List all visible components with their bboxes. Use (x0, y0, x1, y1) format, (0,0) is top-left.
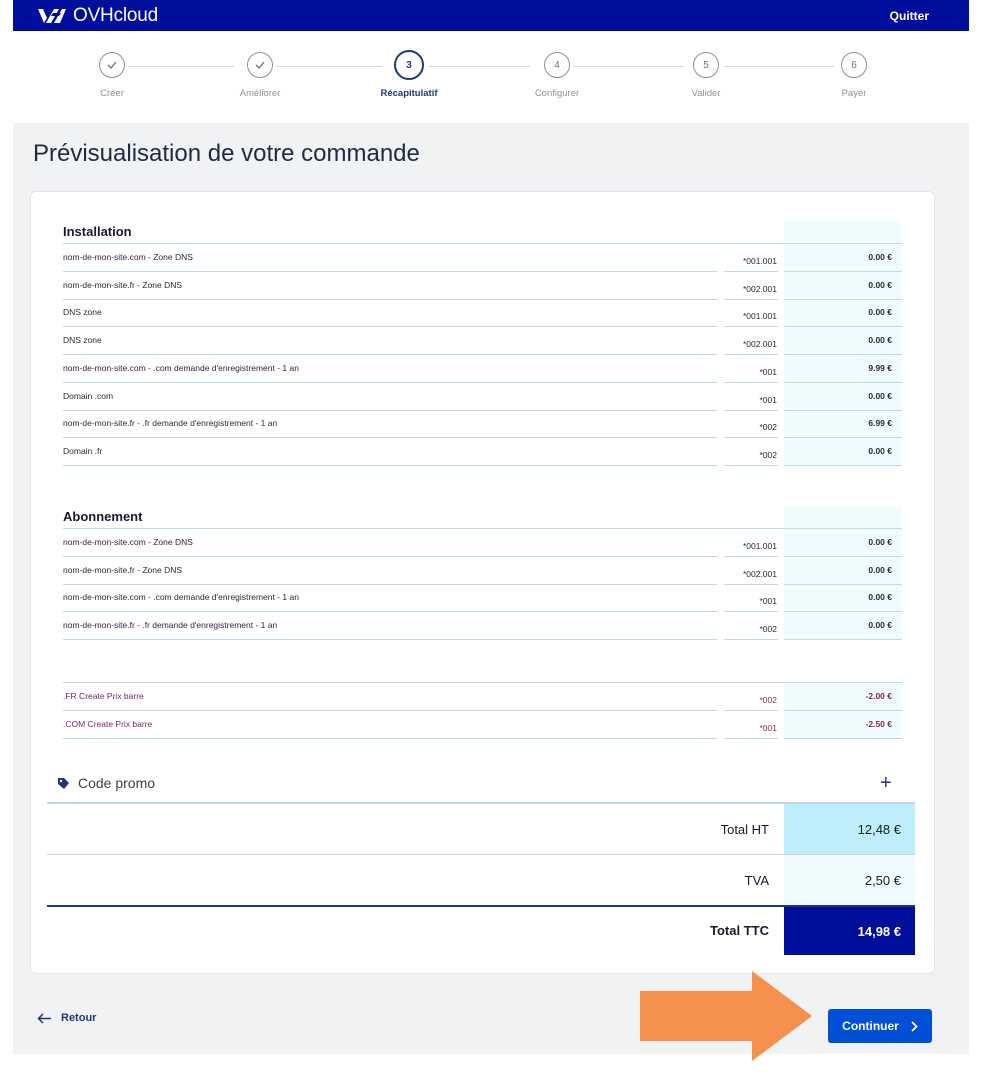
check-icon (99, 52, 125, 78)
ovhcloud-logo[interactable] (37, 5, 158, 27)
item-price: 0.00 € (868, 279, 892, 290)
table-row (63, 355, 902, 383)
item-label: DNS zone (63, 335, 102, 346)
table-row (63, 557, 902, 585)
table-row (63, 584, 902, 612)
item-label: nom-de-mon-site.com - .com demande d'enregistrement - 1 an (63, 362, 299, 373)
quit-link[interactable]: Quitter (889, 8, 929, 23)
item-price: 0.00 € (868, 252, 892, 262)
row-divider (784, 639, 902, 640)
plus-icon[interactable]: + (880, 772, 892, 794)
annotation-arrow-icon (640, 971, 812, 1061)
item-price: 0.00 € (868, 307, 892, 318)
total-ht-label: Total HT (720, 822, 769, 837)
step-summary (349, 52, 469, 99)
installation-title: Installation (63, 224, 132, 239)
tva-label: TVA (744, 873, 769, 888)
step-label: Payer (841, 88, 867, 99)
item-label: nom-de-mon-site.fr - .fr demande d'enregistrement - 1 an (63, 418, 278, 429)
item-code: *001 (759, 722, 777, 733)
row-divider (724, 639, 778, 640)
step-label: Améliorer (239, 88, 281, 99)
back-label: Retour (61, 1012, 97, 1024)
table-row (63, 438, 902, 466)
row-divider (724, 465, 778, 466)
item-label: Domain .fr (63, 445, 103, 456)
item-price: 0.00 € (868, 445, 892, 456)
chevron-right-icon (911, 1021, 918, 1032)
item-price: 0.00 € (868, 537, 892, 547)
subscription-title: Abonnement (63, 509, 143, 524)
table-row (63, 410, 902, 438)
table-row (63, 711, 902, 739)
step-validate (646, 52, 766, 99)
row-divider (63, 639, 717, 640)
item-label: DNS zone (63, 307, 102, 318)
item-code: *002 (759, 449, 777, 460)
arrow-left-icon (37, 1013, 52, 1024)
item-label: nom-de-mon-site.fr - Zone DNS (63, 279, 183, 290)
continue-button[interactable] (828, 1009, 932, 1043)
back-button[interactable] (37, 1012, 96, 1024)
table-row (63, 383, 902, 411)
row-divider (63, 465, 717, 466)
row-divider (784, 738, 902, 739)
continue-label: Continuer (842, 1019, 899, 1033)
item-price: 9.99 € (868, 362, 892, 373)
item-label: nom-de-mon-site.com - .com demande d'enregistrement - 1 an (63, 592, 299, 603)
tva-row (47, 855, 915, 906)
table-row (63, 299, 902, 327)
table-row (63, 612, 902, 640)
item-price: 6.99 € (868, 418, 892, 429)
step-number: 5 (693, 52, 719, 78)
step-create[interactable] (52, 52, 172, 99)
step-configure (497, 52, 617, 99)
item-label: .FR Create Prix barre (63, 691, 144, 701)
table-row (63, 529, 902, 557)
item-code: *002.001 (742, 339, 777, 350)
item-price: 0.00 € (868, 620, 892, 631)
item-code: *001 (759, 596, 777, 607)
step-label: Récapitulatif (380, 88, 438, 99)
item-price: -2.00 € (865, 691, 892, 701)
item-code: *001 (759, 394, 777, 405)
item-code: *001.001 (742, 311, 777, 322)
step-label: Valider (691, 88, 721, 99)
total-ttc-value: 14,98 € (784, 907, 915, 955)
item-price: 0.00 € (868, 335, 892, 346)
total-ht-row (47, 804, 915, 855)
table-row (63, 683, 902, 711)
step-label: Créer (100, 88, 124, 99)
item-code: *001.001 (742, 256, 777, 266)
item-label: Domain .com (63, 390, 114, 401)
total-ht-value: 12,48 € (784, 804, 915, 855)
item-label: nom-de-mon-site.com - Zone DNS (63, 537, 193, 547)
table-row (63, 244, 902, 272)
check-icon (247, 52, 273, 78)
item-price: 0.00 € (868, 592, 892, 603)
step-number: 3 (394, 50, 424, 80)
item-code: *001 (759, 366, 777, 377)
item-code: *002 (759, 695, 777, 705)
order-stepper (38, 52, 928, 107)
page-title: Prévisualisation de votre commande (33, 140, 420, 167)
item-code: *002 (759, 624, 777, 635)
item-code: *001.001 (742, 541, 777, 551)
item-price: -2.50 € (865, 718, 892, 729)
item-code: *002 (759, 422, 777, 433)
item-price: 0.00 € (868, 390, 892, 401)
item-price: 0.00 € (868, 564, 892, 575)
row-divider (724, 738, 778, 739)
row-divider (784, 465, 902, 466)
item-code: *002.001 (742, 283, 777, 294)
ovh-logo-icon (37, 7, 67, 25)
step-number: 4 (544, 52, 570, 78)
item-code: *002.001 (742, 568, 777, 579)
total-ttc-label: Total TTC (710, 923, 769, 938)
step-pay (794, 52, 914, 99)
tag-icon (57, 777, 70, 790)
step-improve[interactable] (200, 52, 320, 99)
brand-name: OVHcloud (73, 4, 158, 26)
top-bar (13, 0, 969, 31)
row-divider (63, 738, 717, 739)
item-label: nom-de-mon-site.fr - .fr demande d'enregistrement - 1 an (63, 620, 278, 631)
promo-code-toggle[interactable] (57, 775, 155, 791)
item-label: .COM Create Prix barre (63, 718, 153, 729)
step-label: Configurer (534, 88, 580, 99)
table-row (63, 272, 902, 300)
table-row (63, 327, 902, 355)
tva-value: 2,50 € (784, 855, 915, 906)
promo-code-label: Code promo (78, 775, 156, 791)
total-ttc-row (47, 907, 915, 955)
item-label: nom-de-mon-site.com - Zone DNS (63, 252, 193, 262)
step-number: 6 (841, 52, 867, 78)
item-label: nom-de-mon-site.fr - Zone DNS (63, 564, 183, 575)
